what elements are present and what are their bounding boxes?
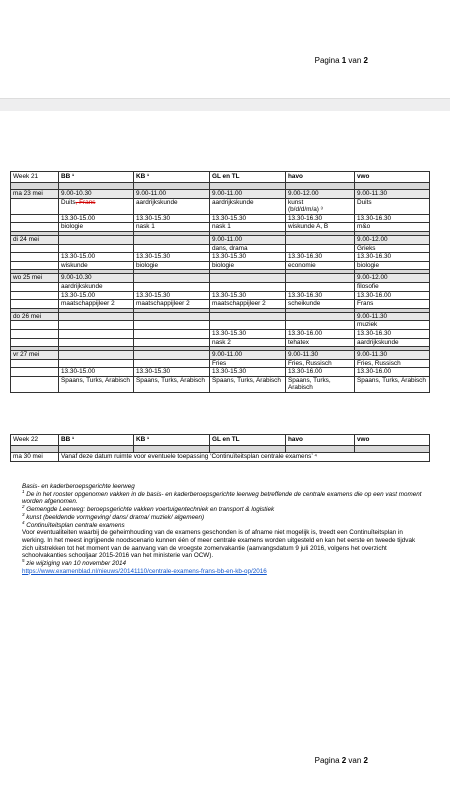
spacer-row: [11, 446, 430, 453]
table-header-row: [11, 172, 430, 183]
table-row: biologie nask 1 nask 1 wiskunde A, B m&o: [11, 223, 430, 232]
table-row: 13.30-15.00 13.30-15.30 13.30-15.30 13.30-16.00 13.30-16.00: [11, 368, 430, 377]
table-row: Fries Fries, Russisch Fries, Russisch: [11, 359, 430, 368]
footnote-3: $^3$ kunst (beeldende vormgeving/ dans/ drama/ muziek/ algemeen): [22, 511, 205, 521]
table-row: wo 25 mei 9.00-10.30 9.00-12.00: [11, 274, 430, 283]
footnote-5: $^5$ zie wijziging van 10 november 2014: [22, 557, 127, 568]
week-label: Week 21: [11, 172, 59, 183]
week-label: Week 22: [11, 435, 59, 446]
table-row: wiskunde biologie biologie economie biologie: [11, 261, 430, 270]
table-row: di 24 mei 9.00-11.00 9.00-12.00: [11, 235, 430, 244]
page-break: [0, 98, 450, 111]
spacer-row: [11, 183, 430, 190]
footnotes: [22, 483, 422, 575]
day-label: ma 23 mei: [11, 190, 59, 199]
col-vwo: vwo: [355, 172, 430, 183]
table-header-row: Week 22 BB ¹ KB ¹ GL en TL havo vwo: [11, 435, 430, 446]
table-row: nask 2 tehatex aardrijkskunde: [11, 338, 430, 347]
exam-schedule-week-22: [10, 434, 430, 462]
table-row: 13.30-15.00 13.30-15.30 13.30-15.30 13.30-16.30 13.30-16.30: [11, 214, 430, 223]
table-row: Spaans, Turks, Arabisch Spaans, Turks, Arabisch Spaans, Turks, Arabisch Spaans, Turks, Arabisch Spaans, Turks, Arabisch: [11, 376, 430, 392]
table-row: do 26 mei 9.00-11.30: [11, 312, 430, 321]
table-row: aardrijkskunde filosofie: [11, 282, 430, 291]
day-label: vr 27 mei: [11, 351, 59, 360]
table-row: vr 27 mei 9.00-11.00 9.00-11.30 9.00-11.30: [11, 351, 430, 360]
table-row: 13.30-15.00 13.30-15.30 13.30-15.30 13.30-16.30 13.30-16.30: [11, 253, 430, 262]
table-row: [11, 453, 430, 462]
table-row: Duits, Frans aardrijkskunde aardrijkskunde kunst (b/d/d/m/a) ³ Duits: [11, 198, 430, 214]
struck-text: , Frans: [75, 198, 96, 206]
table-row: 13.30-15.00 13.30-15.30 13.30-15.30 13.30-16.30 13.30-16.00: [11, 291, 430, 300]
page-number-1: Pagina 1 van 2: [314, 56, 368, 65]
table-row: maatschappijleer 2 maatschappijleer 2 maatschappijleer 2 scheikunde Frans: [11, 300, 430, 309]
col-bb: BB ¹: [59, 172, 134, 183]
day-label: ma 30 mei: [11, 453, 59, 462]
table-row: muziek: [11, 321, 430, 330]
page-number-2: Pagina 2 van 2: [314, 756, 368, 765]
footnote-2: $^2$ Gemengde Leerweg: beroepsgerichte vakken voertuigentechniek en transport & logistiek: [22, 504, 275, 514]
day-label: do 26 mei: [11, 312, 59, 321]
footnote-heading: Basis- en kaderberoepsgerichte leerweg: [22, 483, 135, 490]
table-row: 13.30-15.30 13.30-16.00 13.30-16.30: [11, 329, 430, 338]
col-gl-tl: GL en TL: [210, 172, 286, 183]
footnote-1: $^1$ De in het rooster opgenomen vakken in de basis- en kaderberoepsgerichte leerweg betreffende de centrale examens die op een vast moment worden afgenomen.: [22, 488, 422, 506]
exam-schedule-week-21: [10, 171, 430, 393]
col-havo: havo: [286, 172, 355, 183]
table-row: dans, drama Grieks: [11, 244, 430, 253]
page-header-1: [0, 0, 450, 100]
continuity-note: Vanaf deze datum ruimte voor eventuele toepassing ‘Continuïteitsplan centrale examens’ ⁴: [59, 453, 430, 462]
day-label: di 24 mei: [11, 235, 59, 244]
examenblad-link[interactable]: https://www.examenblad.nl/nieuws/20141110/centrale-examens-frans-bb-en-kb-op/2016: [22, 567, 267, 575]
footnote-4: $^4$ Continuïteitsplan centrale examens: [22, 519, 125, 529]
table-row: ma 23 mei 9.00-10.30 9.00-11.00 9.00-11.00 9.00-12.00 9.00-11.30: [11, 190, 430, 199]
continuity-paragraph: Voor eventualiteiten waarbij de geheimhouding van de examens geschonden is of afname niet mogelijk is, treedt een Continuïteitsplan in werking. In het meest ingrijpende noodscenario kunnen één of meer centrale examens worden uitgesteld en kan het eerste en tweede tijdvak zich uitstrekken tot het moment van de aanvang van de vroegste zomervakantie (aanvangsdatum 9 juli 2016, volgens het overzicht schoolvakanties schooljaar 2015-2016 van het ministerie van OCW).: [22, 529, 416, 560]
col-kb: KB ¹: [134, 172, 210, 183]
day-label: wo 25 mei: [11, 274, 59, 283]
